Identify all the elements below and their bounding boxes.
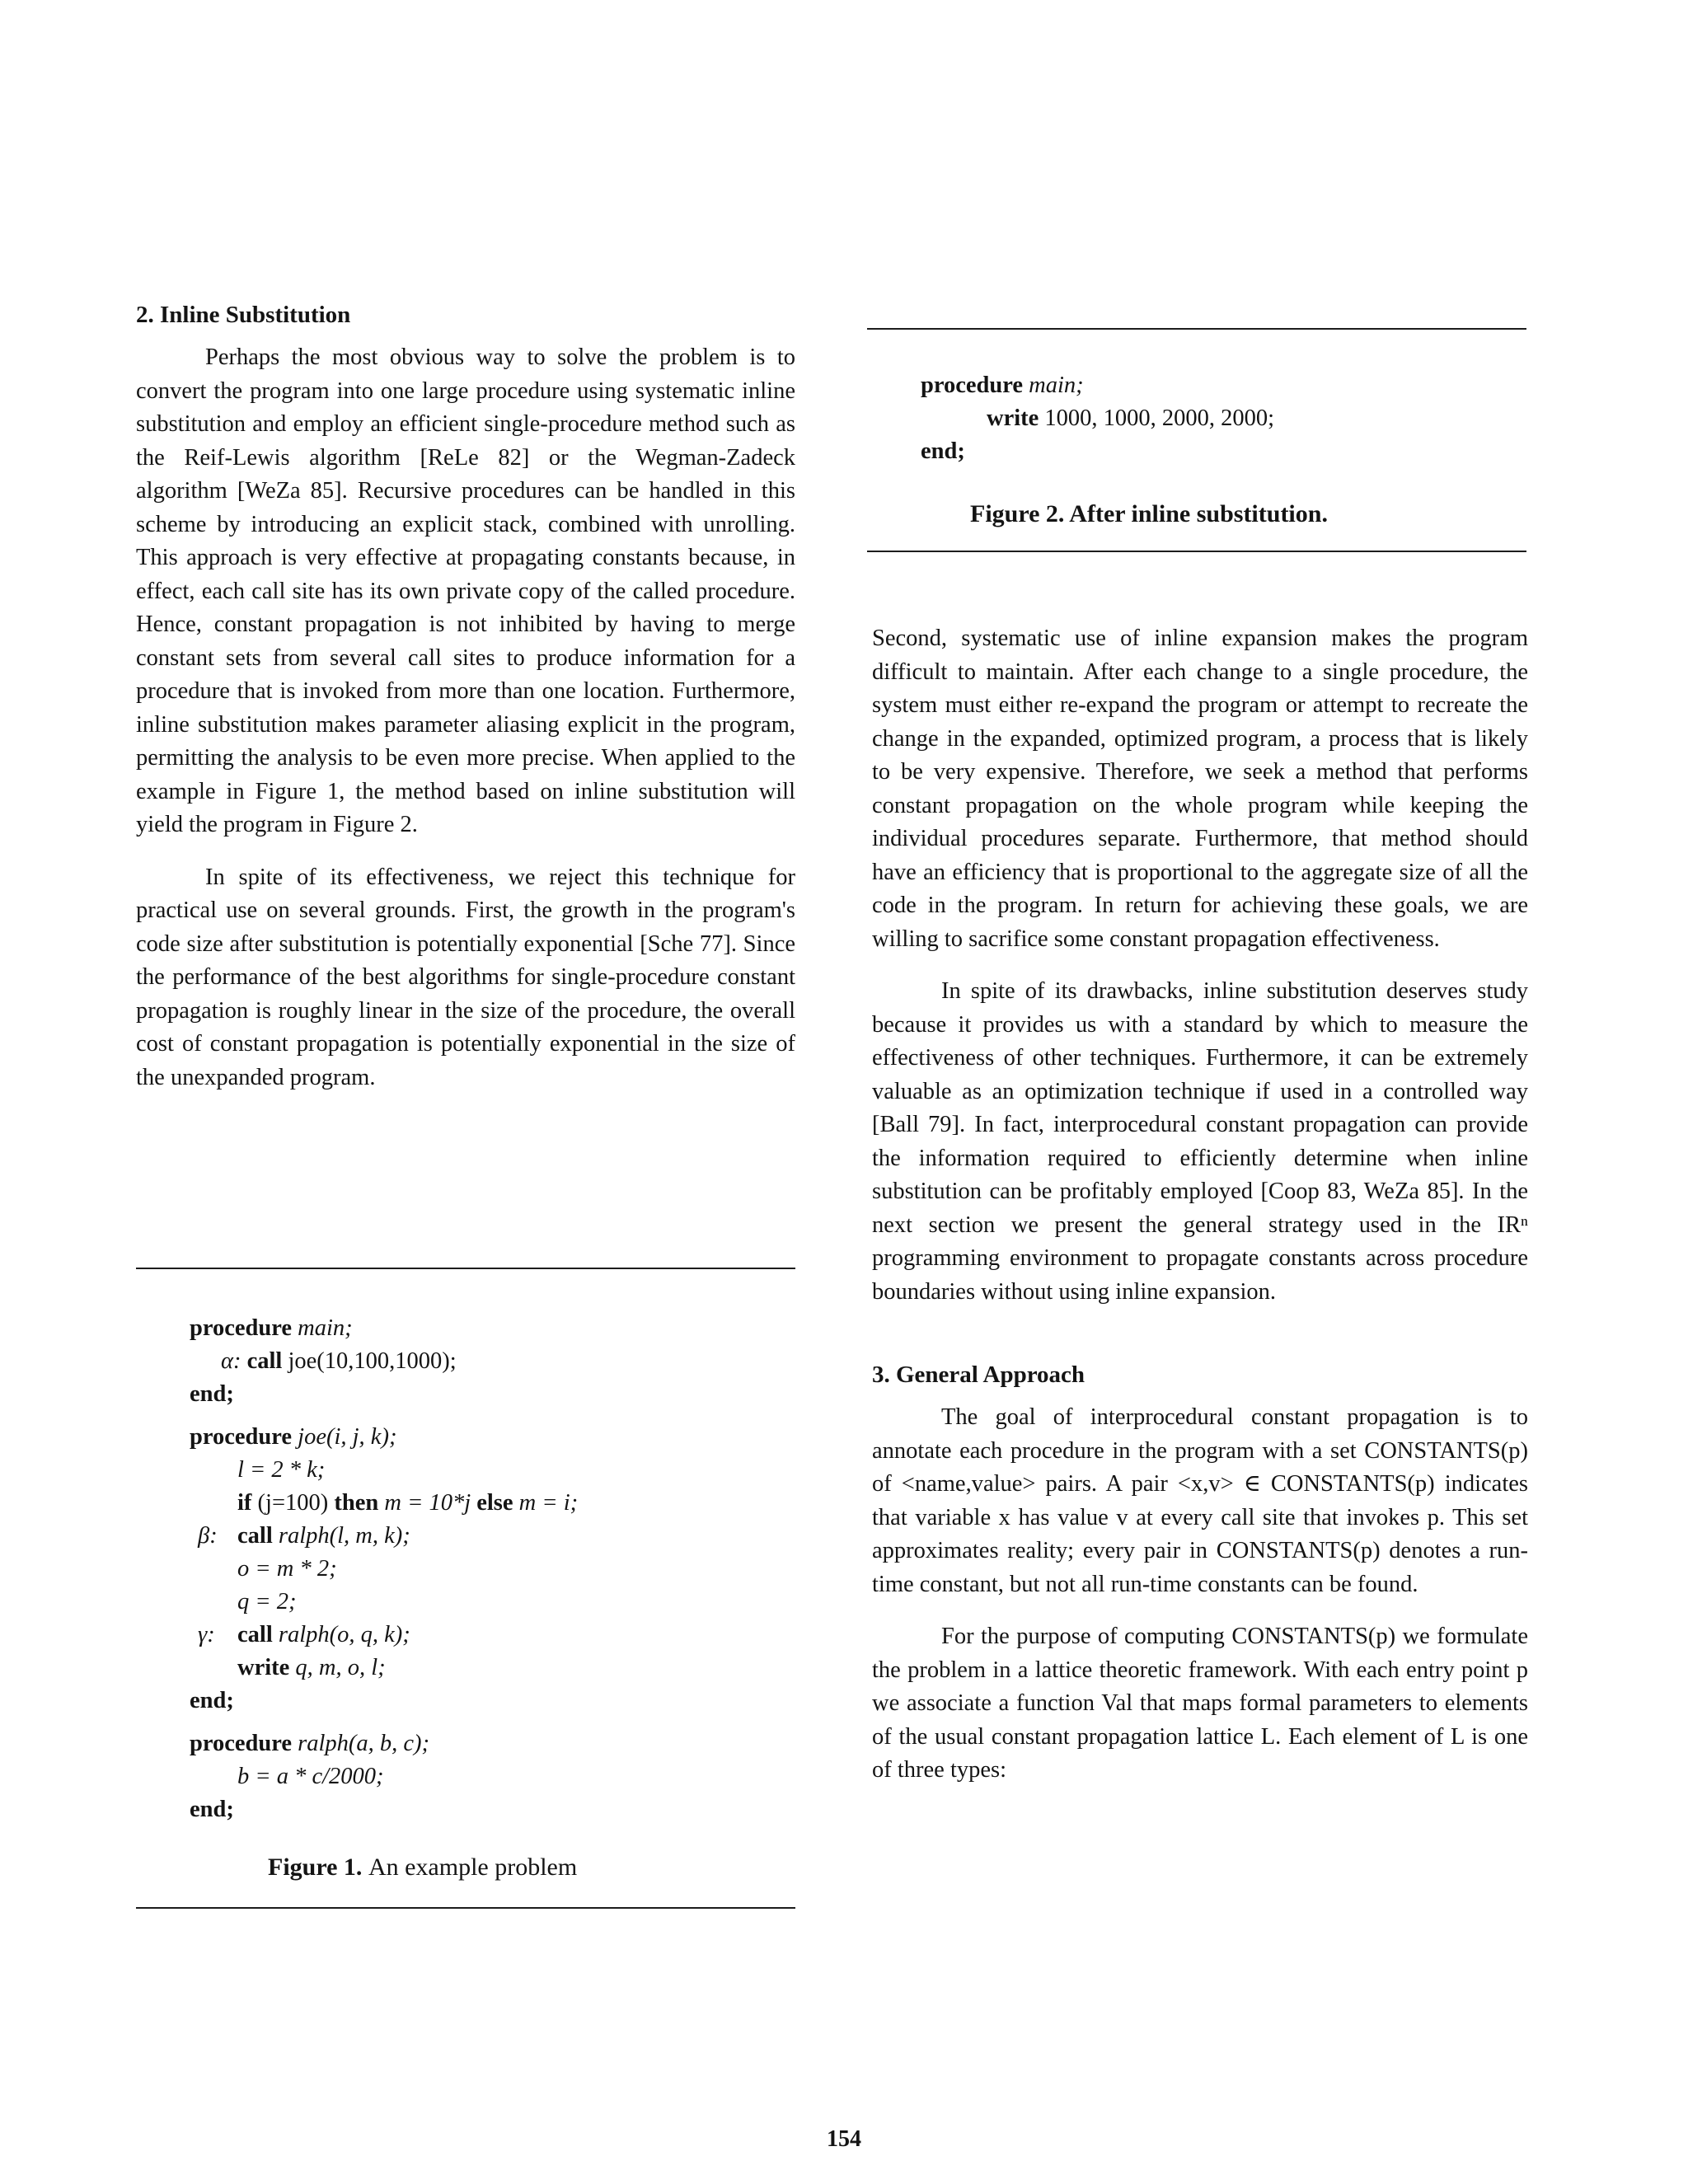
figure-2-code — [921, 369, 1274, 468]
section-2-paragraph-3: Second, systematic use of inline expansion makes the program difficult to maintain. After each change to a single procedure, the system must either re-expand the program or attempt to recreate the change in the expanded, optimized program, a process that is likely to be very expensive. Therefore, we seek a method that performs constant propagation on the whole program while keeping the individual procedures separate. Furthermore, that method should have an efficiency that is proportional to the aggregate size of all the code in the program. In return for achieving these goals, we are willing to sacrifice some constant propagation effectiveness. — [872, 626, 1528, 952]
code-line: procedure ralph(a, b, c); — [190, 1731, 430, 1756]
page-number: 154 — [827, 2126, 861, 2152]
code-line: α: call joe(10,100,1000); — [221, 1348, 457, 1374]
figure-1-bottom-rule — [136, 1907, 795, 1909]
section-2-paragraph-2: In spite of its effectiveness, we reject this technique for practical use on several grounds. First, the growth in the program's code size after substitution is potentially exponential [Sche 77]. Since the performance of the best algorithms for single-procedure constant propagation is roughly linear in the size of the procedure, the overall cost of constant propagation is potentially exponential in the size of the unexpanded program. — [136, 864, 795, 1090]
code-line: b = a * c/2000; — [237, 1764, 384, 1789]
section-3-heading: 3. General Approach — [872, 1361, 1085, 1388]
code-line: procedure main; — [190, 1315, 353, 1341]
figure-1-caption: Figure 1. An example problem — [268, 1854, 578, 1881]
code-line: end; — [921, 438, 965, 464]
code-line: end; — [190, 1797, 234, 1822]
section-2-heading: 2. Inline Substitution — [136, 302, 351, 328]
figure-2-bottom-rule — [867, 551, 1526, 552]
left-column — [136, 298, 795, 1094]
code-line: o = m * 2; — [237, 1556, 337, 1582]
figure-1-code — [190, 1312, 578, 1826]
figure-2-caption: Figure 2. After inline substitution. — [970, 500, 1328, 527]
code-line: l = 2 * k; — [237, 1457, 326, 1483]
figure-2 — [867, 328, 1526, 552]
code-line: write 1000, 1000, 2000, 2000; — [987, 405, 1275, 431]
figure-1 — [136, 1268, 795, 1909]
code-line: q = 2; — [237, 1589, 297, 1615]
code-line: write q, m, o, l; — [237, 1655, 386, 1680]
section-2-paragraph-4: In spite of its drawbacks, inline substitution deserves study because it provides us with a standard by which to measure the effectiveness of other techniques. Furthermore, it can be extremely valuable as an optimization technique if used in a controlled way [Ball 79]. In fact, interprocedural constant propagation can provide the information required to efficiently determine when inline substitution can be profitably employed [Coop 83, WeZa 85]. In the next section we present the general strategy used in the IRⁿ programming environment to propagate constants across procedure boundaries without using inline expansion. — [872, 978, 1528, 1305]
code-line: end; — [190, 1381, 234, 1407]
right-column — [872, 622, 1528, 1788]
section-3-paragraph-1: The goal of interprocedural constant propagation is to annotate each procedure in the program with a set CONSTANTS(p) of <name,value> pairs. A pair <x,v> ∈ CONSTANTS(p) indicates that variable x has value v at every call site that invokes p. This set approximates reality; every pair in CONSTANTS(p) denotes a run-time constant, but not all run-time constants can be found. — [872, 1404, 1528, 1597]
section-2-paragraph-1: Perhaps the most obvious way to solve the problem is to convert the program into one large procedure using systematic inline substitution and employ an efficient single-procedure method such as the Reif-Lewis algorithm [ReLe 82] or the Wegman-Zadeck algorithm [WeZa 85]. Recursive procedures can be handled in this scheme by introducing an explicit stack, combined with unrolling. This approach is very effective at propagating constants because, in effect, each call site has its own private copy of the called procedure. Hence, constant propagation is not inhibited by having to merge constant sets from several call sites to produce information for a procedure that is invoked from more than one location. Furthermore, inline substitution makes parameter aliasing explicit in the program, permitting the analysis to be even more precise. When applied to the example in Figure 1, the method based on inline substitution will yield the program in Figure 2. — [136, 344, 795, 837]
code-line: if (j=100) then m = 10*j else m = i; — [237, 1490, 579, 1516]
code-line: β: call ralph(l, m, k); — [198, 1523, 410, 1549]
code-line: procedure main; — [921, 373, 1084, 398]
code-line: end; — [190, 1688, 234, 1713]
figure-1-top-rule — [136, 1268, 795, 1269]
section-3-paragraph-2: For the purpose of computing CONSTANTS(p) we formulate the problem in a lattice theoretic framework. With each entry point p we associate a function Val that maps formal parameters to elements of the usual constant propagation lattice L. Each element of L is one of three types: — [872, 1624, 1528, 1783]
code-line: procedure joe(i, j, k); — [190, 1424, 397, 1450]
figure-2-top-rule — [867, 328, 1526, 330]
code-line: γ: call ralph(o, q, k); — [198, 1622, 410, 1647]
